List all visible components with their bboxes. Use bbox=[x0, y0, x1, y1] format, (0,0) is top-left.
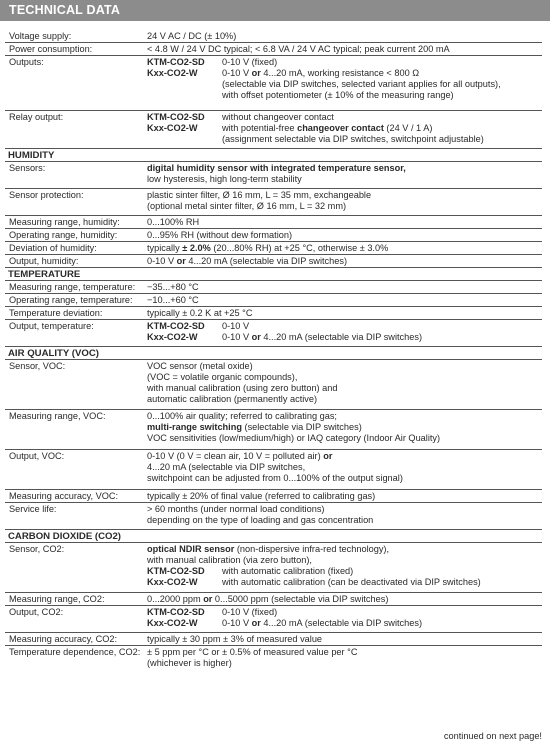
spec-value bbox=[144, 360, 542, 409]
spec-value-line bbox=[147, 594, 542, 605]
spec-label: Output, VOC: bbox=[9, 451, 65, 461]
spec-label: Operating range, humidity: bbox=[9, 230, 118, 240]
value-text: typically ± 20% of final value (referred to calibrating gas) bbox=[147, 491, 376, 501]
spec-value bbox=[144, 43, 542, 55]
spec-row bbox=[5, 646, 542, 673]
value-text: with automatic calibration (fixed) bbox=[222, 565, 354, 576]
spec-label: Temperature dependence, CO2: bbox=[9, 647, 141, 657]
value-text: depending on the type of loading and gas concentration bbox=[147, 514, 374, 525]
value-text: (20...80% RH) at +25 °C, otherwise ± 3.0% bbox=[210, 243, 389, 253]
value-text: VOC sensitivities (low/medium/high) or IAQ category (Indoor Air Quality) bbox=[147, 432, 441, 443]
spec-value-line bbox=[147, 491, 542, 502]
spec-row bbox=[5, 410, 542, 450]
model-code: Kxx-CO2-W bbox=[147, 122, 198, 133]
spec-value-line bbox=[147, 577, 542, 588]
spec-value bbox=[144, 242, 542, 254]
spec-row bbox=[5, 294, 542, 307]
value-text: 0...100% air quality; referred to calibrating gas; bbox=[147, 411, 337, 421]
spec-label: Measuring range, CO2: bbox=[9, 594, 105, 604]
value-text: 0...100% RH bbox=[147, 217, 200, 227]
value-text: with manual calibration (using zero button) and bbox=[147, 382, 338, 393]
value-text: > 60 months (under normal load conditions) bbox=[147, 504, 325, 514]
spec-value-line bbox=[147, 112, 542, 123]
value-emphasis: changeover contact bbox=[297, 122, 384, 133]
value-text: 4...20 mA, working resistance < 800 Ω bbox=[260, 67, 420, 78]
spec-value-line bbox=[147, 321, 542, 332]
spec-value-line bbox=[147, 618, 542, 629]
model-code: Kxx-CO2-W bbox=[147, 331, 198, 342]
spec-value bbox=[144, 503, 542, 529]
spec-value-line bbox=[147, 411, 542, 422]
value-text: 0-10 V (0 V = clean air, 10 V = polluted air) bbox=[147, 451, 324, 461]
value-text: typically ± 30 ppm ± 3% of measured value bbox=[147, 634, 323, 644]
spec-row bbox=[5, 307, 542, 320]
spec-row bbox=[5, 593, 542, 606]
spec-value-line bbox=[147, 555, 542, 566]
value-text: < 4.8 W / 24 V DC typical; < 6.8 VA / 24 V AC typical; peak current 200 mA bbox=[147, 44, 450, 54]
spec-value-line bbox=[147, 57, 542, 68]
spec-value-line bbox=[147, 79, 542, 90]
spec-value-line bbox=[147, 243, 542, 254]
value-text: 0...2000 ppm bbox=[147, 594, 204, 604]
spec-value-line bbox=[147, 515, 542, 526]
model-code: KTM-CO2-SD bbox=[147, 607, 205, 617]
value-text: 0-10 V bbox=[222, 331, 252, 342]
value-text: ± 5 ppm per °C or ± 0.5% of measured value per °C bbox=[147, 647, 358, 657]
spec-label: Sensor, CO2: bbox=[9, 544, 65, 554]
value-emphasis: digital humidity sensor with integrated temperature sensor, bbox=[147, 163, 406, 173]
spec-value-line bbox=[147, 282, 542, 293]
value-text: (optional metal sinter filter, Ø 16 mm, L = 32 mm) bbox=[147, 200, 347, 211]
model-code: Kxx-CO2-W bbox=[147, 67, 198, 78]
spec-label: Relay output: bbox=[9, 112, 64, 122]
spec-value-line bbox=[147, 332, 542, 343]
spec-label: Measuring range, VOC: bbox=[9, 411, 106, 421]
model-code: KTM-CO2-SD bbox=[147, 57, 205, 67]
model-code: Kxx-CO2-W bbox=[147, 576, 198, 587]
value-emphasis: or bbox=[251, 617, 261, 628]
spec-value-line bbox=[147, 308, 542, 319]
spec-value-line bbox=[147, 201, 542, 212]
spec-row bbox=[5, 43, 542, 56]
value-text: 0-10 V bbox=[147, 256, 177, 266]
spec-row bbox=[5, 189, 542, 216]
spec-value bbox=[144, 189, 542, 215]
value-text: (assignment selectable via DIP switches, switchpoint adjustable) bbox=[222, 133, 484, 144]
technical-data-table bbox=[5, 30, 542, 673]
spec-value-line bbox=[147, 433, 542, 444]
value-text: without changeover contact bbox=[222, 112, 334, 122]
spec-label: Deviation of humidity: bbox=[9, 243, 97, 253]
spec-row bbox=[5, 216, 542, 229]
spec-label: Output, CO2: bbox=[9, 607, 64, 617]
spec-value bbox=[144, 216, 542, 228]
value-text: with potential-free bbox=[222, 122, 298, 133]
model-code: KTM-CO2-SD bbox=[147, 565, 205, 576]
spec-value-line bbox=[147, 230, 542, 241]
spec-value-line bbox=[147, 190, 542, 201]
page-title: TECHNICAL DATA bbox=[0, 0, 550, 21]
spec-value-line bbox=[147, 361, 542, 372]
value-text: low hysteresis, high long-term stability bbox=[147, 173, 302, 184]
spec-value-line bbox=[147, 68, 542, 79]
value-text: 0-10 V bbox=[222, 617, 252, 628]
spec-label: Measuring range, humidity: bbox=[9, 217, 120, 227]
spec-label: Operating range, temperature: bbox=[9, 295, 133, 305]
value-text: 24 V AC / DC (± 10%) bbox=[147, 31, 237, 41]
value-text: automatic calibration (permanently active) bbox=[147, 393, 318, 404]
value-emphasis: or bbox=[323, 451, 333, 461]
value-emphasis: multi-range switching bbox=[147, 421, 242, 432]
model-code: KTM-CO2-SD bbox=[147, 321, 205, 331]
value-text: (selectable via DIP switches) bbox=[241, 421, 362, 432]
value-text: 4...20 mA (selectable via DIP switches) bbox=[260, 331, 423, 342]
spec-row bbox=[5, 633, 542, 646]
spec-value-line bbox=[147, 217, 542, 228]
spec-label: Sensor, VOC: bbox=[9, 361, 66, 371]
spec-value bbox=[144, 633, 542, 645]
value-emphasis: or bbox=[176, 256, 186, 266]
value-text: plastic sinter filter, Ø 16 mm, L = 35 mm, exchangeable bbox=[147, 190, 372, 200]
spec-label: Output, temperature: bbox=[9, 321, 94, 331]
value-text: (24 V / 1 A) bbox=[383, 122, 433, 133]
spec-row bbox=[5, 255, 542, 268]
spec-value-line bbox=[147, 295, 542, 306]
spec-value bbox=[144, 294, 542, 306]
spec-row bbox=[5, 242, 542, 255]
spec-value-line bbox=[147, 123, 542, 134]
value-text: with manual calibration (via zero button), bbox=[147, 554, 312, 565]
spec-value bbox=[144, 30, 542, 42]
spec-value-line bbox=[147, 607, 542, 618]
spec-value bbox=[144, 255, 542, 267]
spec-value-line bbox=[147, 422, 542, 433]
spec-label: Temperature deviation: bbox=[9, 308, 103, 318]
value-text: 0-10 V bbox=[222, 67, 252, 78]
spec-label: Output, humidity: bbox=[9, 256, 79, 266]
spec-value-line bbox=[147, 451, 542, 462]
spec-row bbox=[5, 30, 542, 43]
spec-value-line bbox=[147, 256, 542, 267]
spec-value-line bbox=[147, 473, 542, 484]
spec-value-line bbox=[147, 372, 542, 383]
value-text: −10...+60 °C bbox=[147, 295, 199, 305]
spec-value bbox=[144, 490, 542, 502]
value-text: (selectable via DIP switches, selected variant applies for all outputs), bbox=[222, 78, 501, 89]
spec-row bbox=[5, 543, 542, 593]
value-text: 0-10 V bbox=[222, 321, 250, 331]
continued-note: continued on next page! bbox=[443, 731, 542, 742]
section-heading: HUMIDITY bbox=[5, 149, 542, 162]
value-text: VOC sensor (metal oxide) bbox=[147, 361, 253, 371]
spec-label: Voltage supply: bbox=[9, 31, 72, 41]
spec-value bbox=[144, 410, 542, 449]
spec-row bbox=[5, 56, 542, 111]
spec-row bbox=[5, 111, 542, 149]
spec-value bbox=[144, 307, 542, 319]
section-heading: AIR QUALITY (VOC) bbox=[5, 347, 542, 360]
spec-value-line bbox=[147, 163, 542, 174]
spec-value-line bbox=[147, 383, 542, 394]
value-emphasis: optical NDIR sensor bbox=[147, 544, 235, 554]
spec-label: Sensor protection: bbox=[9, 190, 84, 200]
spec-label: Measuring range, temperature: bbox=[9, 282, 136, 292]
spec-value-line bbox=[147, 174, 542, 185]
spec-value-line bbox=[147, 134, 542, 145]
value-text: typically bbox=[147, 243, 183, 253]
spec-value-line bbox=[147, 566, 542, 577]
spec-value-line bbox=[147, 394, 542, 405]
section-heading: CARBON DIOXIDE (CO2) bbox=[5, 530, 542, 543]
spec-row bbox=[5, 229, 542, 242]
spec-value-line bbox=[147, 544, 542, 555]
value-text: 4...20 mA (selectable via DIP switches) bbox=[185, 256, 348, 266]
value-text: 0-10 V (fixed) bbox=[222, 607, 278, 617]
value-text: 0...95% RH (without dew formation) bbox=[147, 230, 293, 240]
spec-row bbox=[5, 320, 542, 347]
spec-value-line bbox=[147, 31, 542, 42]
spec-label: Measuring accuracy, VOC: bbox=[9, 491, 119, 501]
spec-value-line bbox=[147, 634, 542, 645]
spec-value bbox=[144, 56, 542, 110]
spec-value bbox=[144, 162, 542, 188]
spec-row bbox=[5, 450, 542, 490]
value-emphasis: or bbox=[251, 331, 261, 342]
spec-value bbox=[144, 543, 542, 592]
spec-label: Service life: bbox=[9, 504, 57, 514]
value-text: −35...+80 °C bbox=[147, 282, 199, 292]
spec-row bbox=[5, 281, 542, 294]
spec-value bbox=[144, 606, 542, 632]
value-text: switchpoint can be adjusted from 0...100% of the output signal) bbox=[147, 472, 403, 483]
spec-row bbox=[5, 606, 542, 633]
spec-label: Sensors: bbox=[9, 163, 46, 173]
spec-row bbox=[5, 490, 542, 503]
spec-value-line bbox=[147, 44, 542, 55]
value-text: (VOC = volatile organic compounds), bbox=[147, 371, 298, 382]
model-code: Kxx-CO2-W bbox=[147, 617, 198, 628]
spec-row bbox=[5, 503, 542, 530]
spec-value-line bbox=[147, 647, 542, 658]
spec-value-line bbox=[147, 462, 542, 473]
spec-value bbox=[144, 281, 542, 293]
spec-value bbox=[144, 229, 542, 241]
spec-value-line bbox=[147, 504, 542, 515]
spec-row bbox=[5, 360, 542, 410]
spec-label: Power consumption: bbox=[9, 44, 93, 54]
spec-label: Measuring accuracy, CO2: bbox=[9, 634, 118, 644]
value-emphasis: or bbox=[251, 67, 261, 78]
value-text: (non-dispersive infra-red technology), bbox=[234, 544, 390, 554]
spec-value-line bbox=[147, 90, 542, 101]
value-text: (whichever is higher) bbox=[147, 657, 232, 668]
spec-value bbox=[144, 646, 542, 673]
spec-row bbox=[5, 162, 542, 189]
spec-value bbox=[144, 450, 542, 489]
spec-value-line bbox=[147, 658, 542, 669]
section-heading: TEMPERATURE bbox=[5, 268, 542, 281]
spec-value bbox=[144, 593, 542, 605]
spec-value bbox=[144, 111, 542, 148]
value-emphasis: or bbox=[203, 594, 213, 604]
spec-label: Outputs: bbox=[9, 57, 44, 67]
value-text: 0-10 V (fixed) bbox=[222, 57, 278, 67]
value-text: 0...5000 ppm (selectable via DIP switches) bbox=[212, 594, 389, 604]
spec-value bbox=[144, 320, 542, 346]
value-text: with offset potentiometer (± 10% of the measuring range) bbox=[222, 89, 454, 100]
model-code: KTM-CO2-SD bbox=[147, 112, 205, 122]
value-text: with automatic calibration (can be deactivated via DIP switches) bbox=[222, 576, 481, 587]
value-text: 4...20 mA (selectable via DIP switches, bbox=[147, 461, 306, 472]
value-text: typically ± 0.2 K at +25 °C bbox=[147, 308, 253, 318]
value-text: 4...20 mA (selectable via DIP switches) bbox=[260, 617, 423, 628]
value-emphasis: ± 2.0% bbox=[182, 243, 211, 253]
